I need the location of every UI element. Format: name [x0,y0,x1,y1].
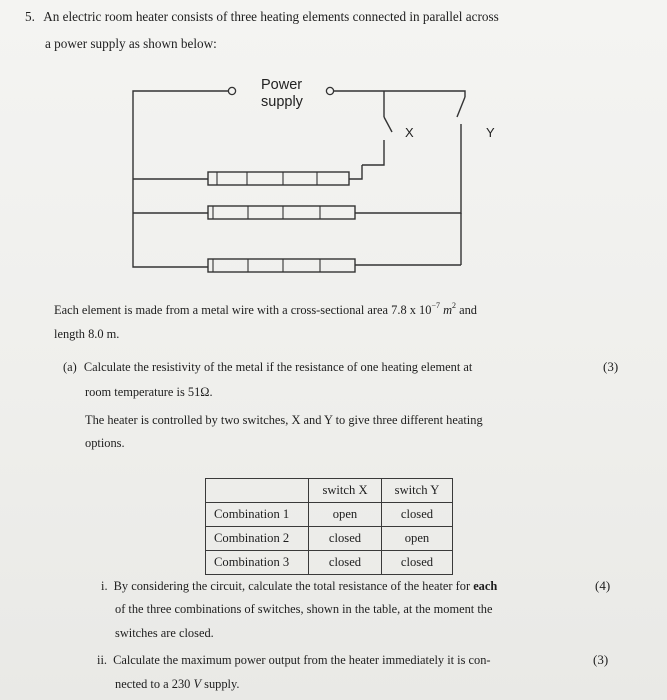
control-line-2: options. [85,436,125,450]
element-info-text: Each element is made from a metal wire with a cross-sectional area 7.8 x 10 [54,303,432,317]
element-info-line-2: length 8.0 m. [54,327,120,341]
switch-combination-table [205,478,453,575]
table-header-blank [206,479,309,503]
table-cell: open [382,527,453,551]
supply-terminal-right [326,87,333,94]
part-a-line-1 [63,359,472,375]
part-ii-line-1 [97,652,491,668]
switch-y-label: Y [486,125,495,140]
table-cell: Combination 2 [206,527,309,551]
table-cell: closed [309,527,382,551]
supply-label: supply [261,94,303,110]
table-cell: closed [309,551,382,575]
question-number: 5. [25,9,35,24]
table-cell: Combination 1 [206,503,309,527]
heating-element-2 [208,206,355,219]
control-line-1: The heater is controlled by two switches, X and Y to give three different heating [85,413,483,427]
heating-element-3 [208,259,355,272]
table-cell: closed [382,503,453,527]
table-header-switch-y: switch Y [382,479,453,503]
part-a-label: (a) [63,360,77,374]
element-info-and: and [456,303,478,317]
part-i-line-1 [101,578,497,594]
part-ii-text-2: nected to a 230 [115,677,194,691]
part-a-text-1: Calculate the resistivity of the metal if the resistance of one heating element at [83,360,473,374]
part-i-line-2: of the three combinations of switches, shown in the table, at the moment the [115,602,493,616]
table-header-switch-x: switch X [309,479,382,503]
part-ii-line-2 [115,676,239,692]
part-ii-label: ii. [97,653,107,667]
switch-x-label: X [405,125,414,140]
part-i-marks: (4) [595,578,611,593]
part-i-emphasis: each [473,579,498,593]
table-cell: open [309,503,382,527]
table-row [206,503,453,527]
part-ii-text-1: Calculate the maximum power output from the heater immediately it is con- [113,653,491,667]
part-ii-text-3: supply. [201,677,240,691]
table-cell: closed [382,551,453,575]
intro-text-2: a power supply as shown below: [45,36,217,51]
part-ii-marks: (3) [593,652,609,667]
parallel-circuit-diagram [0,0,667,300]
supply-terminal-left [228,87,235,94]
part-i-label: i. [101,579,108,593]
switch-x-blade [384,117,392,132]
part-i-line-3: switches are closed. [115,626,214,640]
element-info-line-1 [54,302,477,318]
table-header-row [206,479,453,503]
table-row [206,551,453,575]
area-exponent: −7 [431,300,440,310]
part-i-text-1: By considering the circuit, calculate the total resistance of the heater for [113,579,474,593]
table-cell: Combination 3 [206,551,309,575]
area-unit-exponent: 2 [452,300,457,310]
switch-y-blade [457,97,465,117]
area-unit: m [443,303,453,317]
table-row [206,527,453,551]
intro-text-1: An electric room heater consists of three heating elements connected in parallel across [43,9,499,24]
part-a-marks: (3) [603,359,619,374]
right-supply-wire [334,91,465,97]
voltage-unit: V [193,677,202,691]
power-label: Power [261,77,303,93]
part-a-line-2: room temperature is 51Ω. [85,385,213,399]
heating-element-1 [208,172,349,185]
